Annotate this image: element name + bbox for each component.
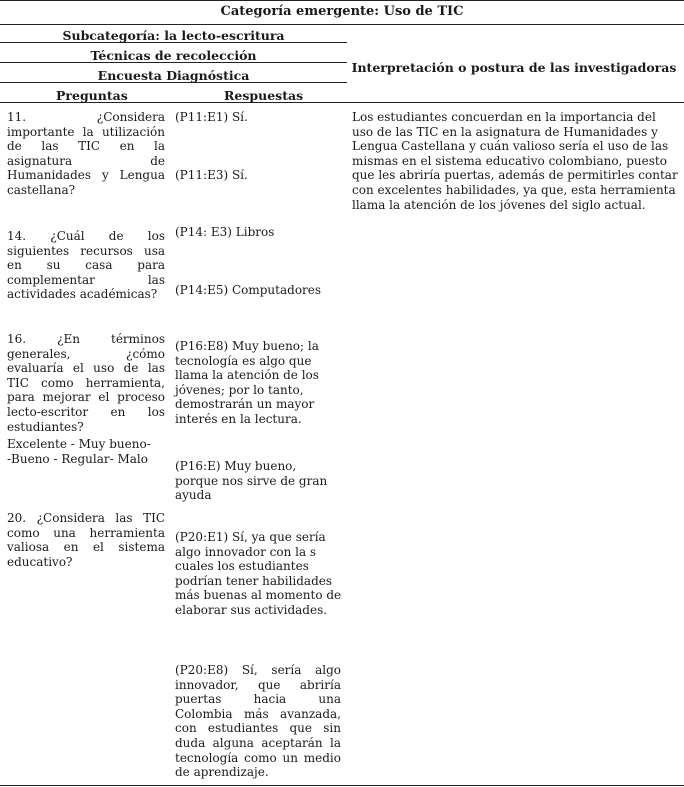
answer-p16-e8: (P16:E8) Muy bueno; la tecnología es algo que llama la atención de los jóvenes; por lo tanto, demostrarán un mayor interés en la lectura. bbox=[175, 339, 319, 426]
answer-p14-e3: (P14: E3) Libros bbox=[175, 225, 275, 239]
survey-title: Encuesta Diagnóstica bbox=[97, 68, 250, 83]
column-header-answers: Respuestas bbox=[224, 88, 304, 103]
answer-p14-e5: (P14:E5) Computadores bbox=[175, 283, 322, 297]
answer-p11-e3: (P11:E3) Sí. bbox=[175, 168, 248, 182]
answer-p16-e: (P16:E) Muy bueno, porque nos sirve de gran ayuda bbox=[175, 459, 328, 503]
column-header-questions: Preguntas bbox=[56, 88, 128, 103]
column-header-interpretation: Interpretación o postura de las investigadoras bbox=[351, 60, 677, 75]
category-rule bbox=[0, 24, 684, 25]
subcategory-title: Subcategoría: la lecto-escritura bbox=[62, 28, 285, 43]
question-16: 16. ¿En términos generales, ¿cómo evaluaría el uso de las TIC como herramienta, para mejorar el proceso lecto-escritor en los estudiantes? bbox=[7, 332, 165, 434]
bottom-rule bbox=[0, 785, 684, 786]
category-title: Categoría emergente: Uso de TIC bbox=[220, 4, 464, 19]
question-20: 20. ¿Considera las TIC como una herramienta valiosa en el sistema educativo? bbox=[7, 511, 165, 569]
question-14: 14. ¿Cuál de los siguientes recursos usa en su casa para complementar las actividades académicas? bbox=[7, 229, 165, 302]
interpretation-text: Los estudiantes concuerdan en la importancia del uso de las TIC en la asignatura de Humanidades y Lengua Castellana y cuán valioso sería el uso de las mismas en el sistema educativo colombiano, puesto que les abriría puertas, además de permitirles contar con excelentes habilidades, ya que, esta herramienta llama la atención de los jóvenes del siglo actual. bbox=[352, 110, 678, 212]
question-11: 11. ¿Considera importante la utilización de las TIC en la asignatura de Humanidades y Lengua castellana? bbox=[7, 110, 165, 197]
top-rule bbox=[0, 0, 684, 1]
answer-p20-e1: (P20:E1) Sí, ya que sería algo innovador con la s cuales los estudiantes podrían tener habilidades más buenas al momento de elaborar sus actividades. bbox=[175, 530, 342, 617]
answer-p11-e1: (P11:E1) Sí. bbox=[175, 110, 248, 124]
question-16-options: Excelente - Muy bueno- -Bueno - Regular- Malo bbox=[7, 437, 151, 466]
techniques-title: Técnicas de recolección bbox=[90, 48, 257, 63]
answer-p20-e8: (P20:E8) Sí, sería algo innovador, que abriría puertas hacia una Colombia más avanzada, con estudiantes que sin duda alguna aceptarán la tecnología como un medio de aprendizaje. bbox=[175, 663, 341, 780]
